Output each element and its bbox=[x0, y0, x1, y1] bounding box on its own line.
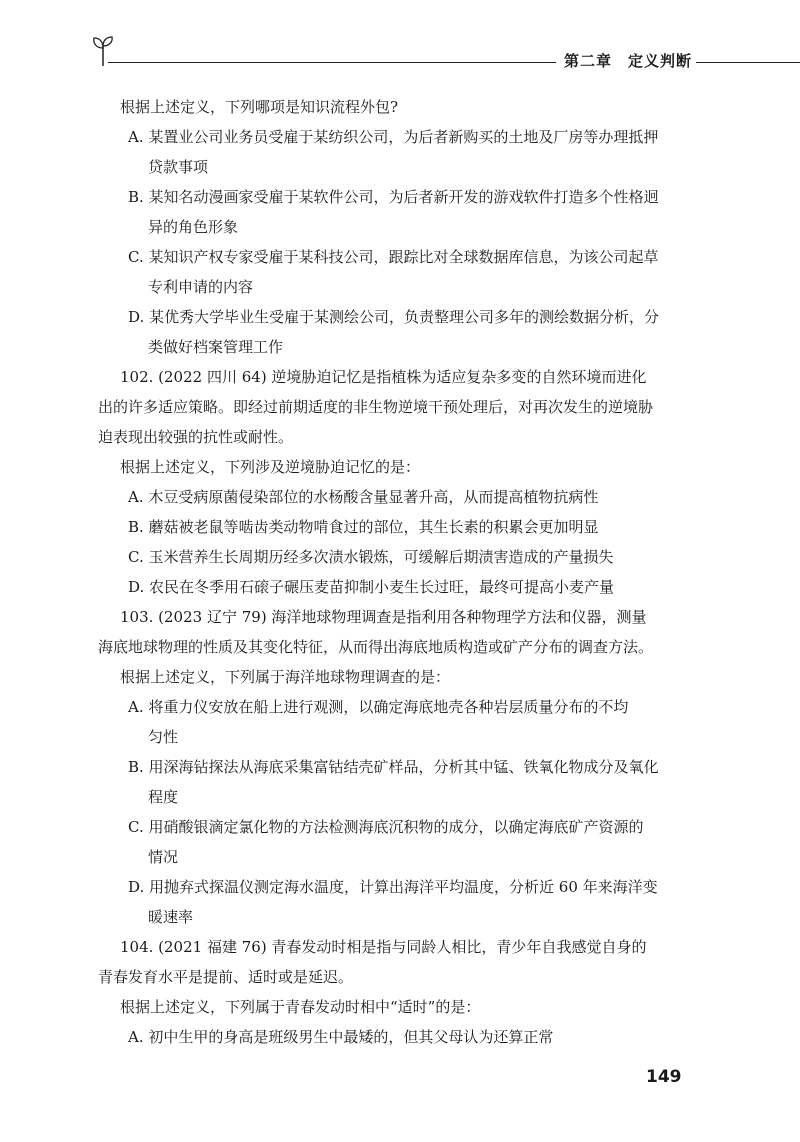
question-stem: 根据上述定义，下列哪项是知识流程外包? bbox=[120, 98, 399, 116]
question-stem: 根据上述定义，下列涉及逆境胁迫记忆的是： bbox=[120, 458, 421, 476]
option-d-cont: 暖速率 bbox=[148, 908, 194, 926]
option-b-cont: 程度 bbox=[148, 788, 179, 806]
page-number: 149 bbox=[646, 1067, 682, 1087]
question-text: 104. (2021 福建 76) 青春发动时相是指与同龄人相比，青少年自我感觉自身的 bbox=[120, 938, 647, 956]
option-b: B. 某知名动漫画家受雇于某软件公司，为后者新开发的游戏软件打造多个性格迥 bbox=[128, 188, 659, 206]
chapter-title: 第二章 定义判断 bbox=[564, 52, 693, 70]
question-text: 海底地球物理的性质及其变化特征，从而得出海底地质构造或矿产分布的调查方法。 bbox=[98, 638, 654, 656]
option-b: B. 蘑菇被老鼠等啮齿类动物啃食过的部位，其生长素的积累会更加明显 bbox=[128, 518, 599, 536]
option-a: A. 初中生甲的身高是班级男生中最矮的，但其父母认为还算正常 bbox=[128, 1028, 554, 1046]
header-rule bbox=[108, 62, 556, 63]
question-text: 迫表现出较强的抗性或耐性。 bbox=[98, 428, 294, 446]
running-header bbox=[90, 34, 800, 74]
option-a: A. 将重力仪安放在船上进行观测，以确定海底地壳各种岩层质量分布的不均 bbox=[128, 698, 629, 716]
option-a-cont: 匀性 bbox=[148, 728, 179, 746]
option-c-cont: 专利申请的内容 bbox=[148, 278, 254, 296]
question-text: 103. (2023 辽宁 79) 海洋地球物理调查是指利用各种物理学方法和仪器，测量 bbox=[120, 608, 647, 626]
option-d-cont: 类做好档案管理工作 bbox=[148, 338, 284, 356]
question-stem: 根据上述定义，下列属于海洋地球物理调查的是： bbox=[120, 668, 451, 686]
option-b: B. 用深海钻探法从海底采集富钴结壳矿样品，分析其中锰、铁氧化物成分及氧化 bbox=[128, 758, 659, 776]
option-c: C. 用硝酸银滴定氯化物的方法检测海底沉积物的成分，以确定海底矿产资源的 bbox=[128, 818, 644, 836]
option-a-cont: 贷款事项 bbox=[148, 158, 209, 176]
option-a: A. 木豆受病原菌侵染部位的水杨酸含量显著升高，从而提高植物抗病性 bbox=[128, 488, 599, 506]
option-d: D. 某优秀大学毕业生受雇于某测绘公司，负责整理公司多年的测绘数据分析，分 bbox=[128, 308, 660, 326]
page-content bbox=[98, 92, 700, 1052]
question-stem: 根据上述定义，下列属于青春发动时相中“适时”的是： bbox=[120, 998, 481, 1016]
option-c-cont: 情况 bbox=[148, 848, 179, 866]
option-a: A. 某置业公司业务员受雇于某纺织公司，为后者新购买的土地及厂房等办理抵押 bbox=[128, 128, 659, 146]
header-rule bbox=[696, 62, 800, 63]
question-text: 青春发育水平是提前、适时或是延迟。 bbox=[98, 968, 354, 986]
option-c: C. 某知识产权专家受雇于某科技公司，跟踪比对全球数据库信息，为该公司起草 bbox=[128, 248, 659, 266]
question-text: 出的许多适应策略。即经过前期适度的非生物逆境干预处理后，对再次发生的逆境胁 bbox=[98, 398, 654, 416]
option-b-cont: 异的角色形象 bbox=[148, 218, 239, 236]
option-d: D. 用抛弃式探温仪测定海水温度，计算出海洋平均温度，分析近 60 年来海洋变 bbox=[128, 878, 658, 896]
option-d: D. 农民在冬季用石磙子碾压麦苗抑制小麦生长过旺，最终可提高小麦产量 bbox=[128, 578, 615, 596]
option-c: C. 玉米营养生长周期历经多次渍水锻炼，可缓解后期渍害造成的产量损失 bbox=[128, 548, 614, 566]
question-text: 102. (2022 四川 64) 逆境胁迫记忆是指植株为适应复杂多变的自然环境而进化 bbox=[120, 368, 647, 386]
